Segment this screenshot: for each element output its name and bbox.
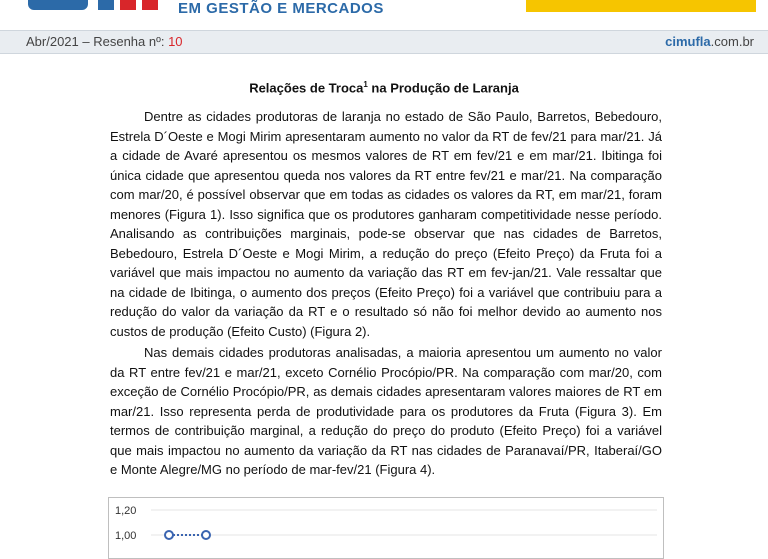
masthead [0, 0, 768, 24]
issue-info [26, 34, 183, 49]
logo-part [98, 0, 114, 10]
figure-chart [108, 497, 664, 559]
logo-part [142, 0, 158, 10]
header-bar [0, 30, 768, 54]
site-link[interactable] [665, 34, 754, 49]
logo-part [28, 0, 88, 10]
paragraph-2: Nas demais cidades produtoras analisadas, a maioria apresentou um aumento no valor da RT entre fev/21 e mar/21, exceto Cornélio Procópio/PR. Na comparação com mar/20, com exceção de Cornélio Procópio/PR, as demais cidades apresentaram valores maiores de RT em mar/21. Isso representa perda de produtividade para os produtores da Fruta (Figura 3). Em termos de contribuição marginal, a redução do preço do produto (Efeito Preço) foi a variável que mais impactou no aumento da variação da RT nas cidades de Paranavaí/PR, Itaberaí/GO e Monte Alegre/MG no período de mar-fev/21 (Figura 4). [110, 345, 662, 477]
logo [28, 0, 158, 10]
issue-label: Abr/2021 – Resenha nº: [26, 34, 169, 49]
data-point [165, 531, 173, 539]
issue-number: 10 [168, 34, 183, 49]
article-title [0, 80, 768, 95]
article-body [110, 107, 662, 482]
footnote-marker[interactable]: 1 [363, 80, 368, 89]
title-main: Relações de Troca [249, 80, 364, 96]
site-name: cimufla [665, 34, 711, 49]
paragraph-1: Dentre as cidades produtoras de laranja no estado de São Paulo, Barretos, Bebedouro, Estrela D´Oeste e Mogi Mirim apresentaram aumento no valor da RT de fev/21 para mar/21. Já a cidade de Avaré apresentou os mesmos valores de RT em fev/21 e em mar/21. Ibitinga foi única cidade que apresentou queda nos valores da RT entre fev/21 e mar/21. Na comparação com mar/20, é possível observar que em todas as cidades os valores da RT, em mar/21, foram menores (Figura 1). Isso significa que os produtores ganharam competitividade nesse período. Analisando as contribuições marginais, pode-se observar que nas cidades de Barretos, Bebedouro, Estrela D´Oeste e Mogi Mirim, a redução do preço (Efeito Preço) da Fruta foi a variável que mais impactou no aumento da variação das RT em fev-jan/21. Vale ressaltar que na cidade de Ibitinga, o aumento dos preços (Efeito Preço) foi a variável que contribuiu para a redução do valor da variação da RT e o resultado só não foi melhor devido ao aumento nos custos de produção (Efeito Custo) (Figura 2). [110, 109, 662, 339]
data-point [202, 531, 210, 539]
title-rest: na Produção de Laranja [367, 80, 519, 96]
chart-svg [109, 498, 663, 558]
y-tick-label: 1,00 [115, 530, 137, 542]
masthead-tagline: EM GESTÃO E MERCADOS [178, 0, 384, 17]
accent-box [526, 0, 756, 12]
site-domain: .com.br [710, 34, 754, 49]
y-tick-label: 1,20 [115, 505, 137, 517]
logo-part [120, 0, 136, 10]
